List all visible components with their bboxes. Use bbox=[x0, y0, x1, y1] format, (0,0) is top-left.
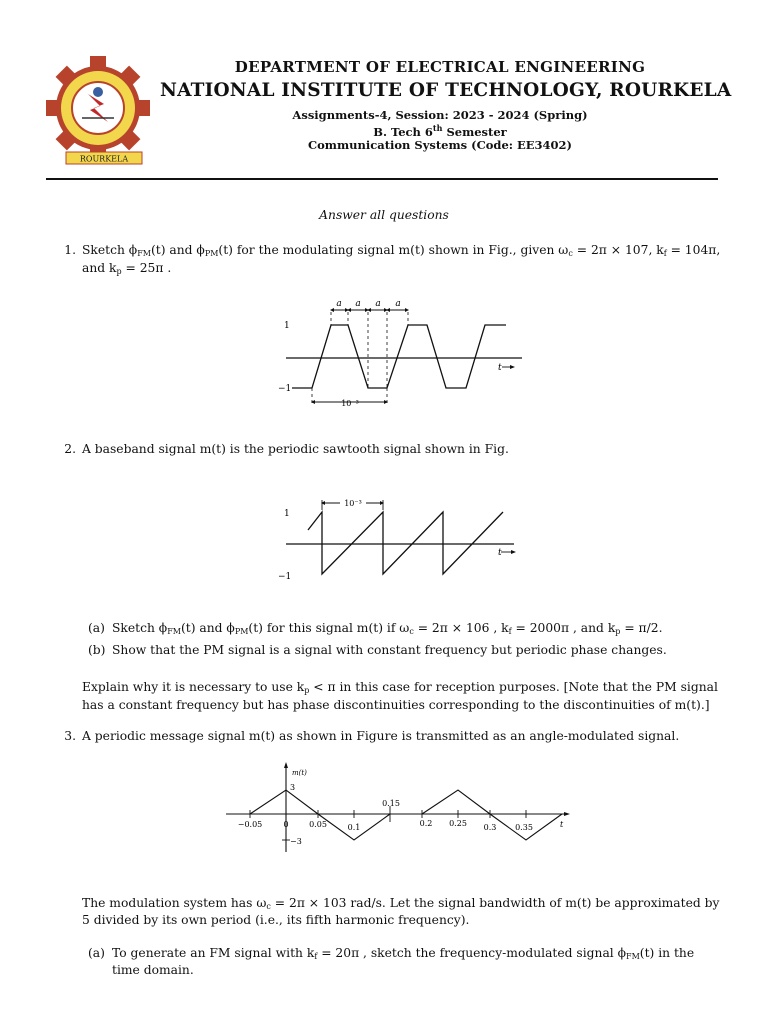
q2a-sub-c: c bbox=[409, 627, 414, 636]
course-line: Communication Systems (Code: EE3402) bbox=[307, 138, 572, 152]
q1-trapezoid-figure bbox=[270, 292, 530, 412]
q1-sub-p: p bbox=[116, 267, 122, 276]
q1-period-label: 10⁻³ bbox=[341, 399, 359, 408]
q3-part-a-line1 bbox=[112, 944, 694, 966]
q3a-sub-fm: FM bbox=[626, 952, 640, 961]
q2a-1: Sketch ϕ bbox=[112, 621, 168, 635]
q2-explain-1b: < π in this case for reception purposes. [Note that the PM signal bbox=[309, 680, 718, 694]
q1-sub-fm: FM bbox=[137, 249, 151, 258]
assignment-line: Assignments-4, Session: 2023 - 2024 (Spring) bbox=[292, 108, 588, 122]
q3-tick-0: 0 bbox=[283, 820, 289, 829]
q1-sub-c: c bbox=[568, 249, 573, 258]
semester-line bbox=[0, 123, 768, 139]
q3a-1b: = 20π , sketch the frequency-modulated signal ϕ bbox=[317, 946, 627, 960]
q1-sub-f: f bbox=[663, 249, 667, 258]
q1-line2-b: = 25π . bbox=[121, 261, 172, 275]
q3-para-1b: = 2π × 103 rad/s. Let the signal bandwidth of m(t) be approximated by bbox=[270, 896, 720, 910]
q2a-2: (t) and ϕ bbox=[180, 621, 235, 635]
q2a-6: = π/2. bbox=[620, 621, 663, 635]
semester-sup: th bbox=[432, 123, 443, 133]
institute-title: NATIONAL INSTITUTE OF TECHNOLOGY, ROURKELA bbox=[160, 80, 732, 101]
q1-ytick-minus1: −1 bbox=[278, 384, 292, 394]
q1-sub-pm: PM bbox=[204, 249, 219, 258]
q2-explain-sub-p: p bbox=[304, 686, 310, 695]
q3-trough-label: −3 bbox=[290, 837, 302, 846]
q3-tick--0.05: −0.05 bbox=[237, 820, 263, 829]
q1-text bbox=[82, 241, 722, 263]
q3-tick-0.3: 0.3 bbox=[483, 823, 497, 832]
q2-part-a-label: (a) bbox=[88, 621, 105, 635]
q2-waveform bbox=[308, 512, 503, 574]
q3-part-a-label: (a) bbox=[88, 946, 105, 960]
q3-para-sub-c: c bbox=[266, 902, 271, 911]
q1-text-c: (t) for the modulating signal m(t) shown in Fig., given ω bbox=[218, 243, 569, 257]
q3-peak-label: 3 bbox=[290, 783, 296, 792]
q2-part-b: Show that the PM signal is a signal with constant frequency but periodic phase changes. bbox=[112, 643, 667, 657]
q3-para-line2: 5 divided by its own period (i.e., its fifth harmonic frequency). bbox=[82, 913, 470, 927]
q2a-sub-pm: PM bbox=[234, 627, 249, 636]
q2-number: 2. bbox=[64, 442, 76, 456]
q1-text-d: = 2π × 107, k bbox=[572, 243, 664, 257]
q1-a-label-1: a bbox=[336, 299, 342, 309]
q2a-sub-p: p bbox=[615, 627, 621, 636]
q3-tick-0.35: 0.35 bbox=[515, 823, 533, 832]
q2-part-b-label: (b) bbox=[88, 643, 106, 657]
q2-explain-1a: Explain why it is necessary to use k bbox=[82, 680, 305, 694]
q1-text-e: = 104π, bbox=[666, 243, 721, 257]
q3-tick-0.2: 0.2 bbox=[419, 819, 433, 828]
q3-tick-0.15: 0.15 bbox=[382, 799, 400, 808]
q3-waveform-2 bbox=[419, 790, 562, 840]
q2-sawtooth-figure bbox=[270, 494, 532, 584]
q1-number: 1. bbox=[64, 243, 76, 257]
semester-prefix: B. Tech 6 bbox=[373, 125, 433, 139]
q3-tick-0.1: 0.1 bbox=[347, 823, 361, 832]
q1-a-label-2: a bbox=[355, 299, 361, 309]
instruction: Answer all questions bbox=[319, 208, 449, 222]
q3a-1c: (t) in the bbox=[639, 946, 695, 960]
q3-waveform-1 bbox=[250, 790, 390, 840]
q2-period-label: 10⁻³ bbox=[344, 499, 362, 508]
q2-part-a bbox=[112, 619, 663, 641]
q3-triangle-figure bbox=[222, 760, 574, 856]
q2a-sub-fm: FM bbox=[167, 627, 181, 636]
semester-suffix: Semester bbox=[442, 125, 507, 139]
q1-waveform bbox=[292, 325, 506, 388]
department-title: DEPARTMENT OF ELECTRICAL ENGINEERING bbox=[234, 58, 646, 76]
q3-text: A periodic message signal m(t) as shown in Figure is transmitted as an angle-modulated signal. bbox=[82, 729, 680, 743]
q1-text-a: Sketch ϕ bbox=[82, 243, 138, 257]
q1-text-b: (t) and ϕ bbox=[150, 243, 205, 257]
q3-part-a-line2: time domain. bbox=[112, 963, 194, 977]
q3-t-label: t bbox=[560, 820, 564, 829]
q1-a-label-4: a bbox=[395, 299, 401, 309]
q2a-3: (t) for this signal m(t) if ω bbox=[248, 621, 410, 635]
q3-tick-0.25: 0.25 bbox=[449, 819, 467, 828]
q1-line2-a: and k bbox=[82, 261, 117, 275]
q2a-sub-f: f bbox=[508, 627, 512, 636]
q1-t-label: t bbox=[498, 363, 502, 373]
q2-explain-line2: has a constant frequency but has phase discontinuities corresponding to the discontinuities of m(t).] bbox=[82, 698, 710, 712]
q3-para-1a: The modulation system has ω bbox=[82, 896, 267, 910]
q2a-5: = 2000π , and k bbox=[511, 621, 616, 635]
q3-number: 3. bbox=[64, 729, 76, 743]
q2-ytick-1: 1 bbox=[284, 509, 290, 519]
q2-t-label: t bbox=[498, 548, 502, 558]
q3a-sub-f: f bbox=[314, 952, 318, 961]
logo-banner-text: ROURKELA bbox=[79, 154, 129, 164]
q2-text: A baseband signal m(t) is the periodic sawtooth signal shown in Fig. bbox=[82, 442, 509, 456]
q1-a-label-3: a bbox=[375, 299, 381, 309]
q3-tick-0.05: 0.05 bbox=[309, 820, 327, 829]
header-rule bbox=[46, 178, 718, 180]
q2a-4: = 2π × 106 , k bbox=[413, 621, 509, 635]
q3a-1a: To generate an FM signal with k bbox=[112, 946, 315, 960]
q2-ytick-minus1: −1 bbox=[278, 572, 292, 582]
q1-ytick-1: 1 bbox=[284, 321, 290, 331]
q1-text-line2 bbox=[82, 259, 171, 281]
q3-y-axis-label: m(t) bbox=[292, 769, 307, 777]
